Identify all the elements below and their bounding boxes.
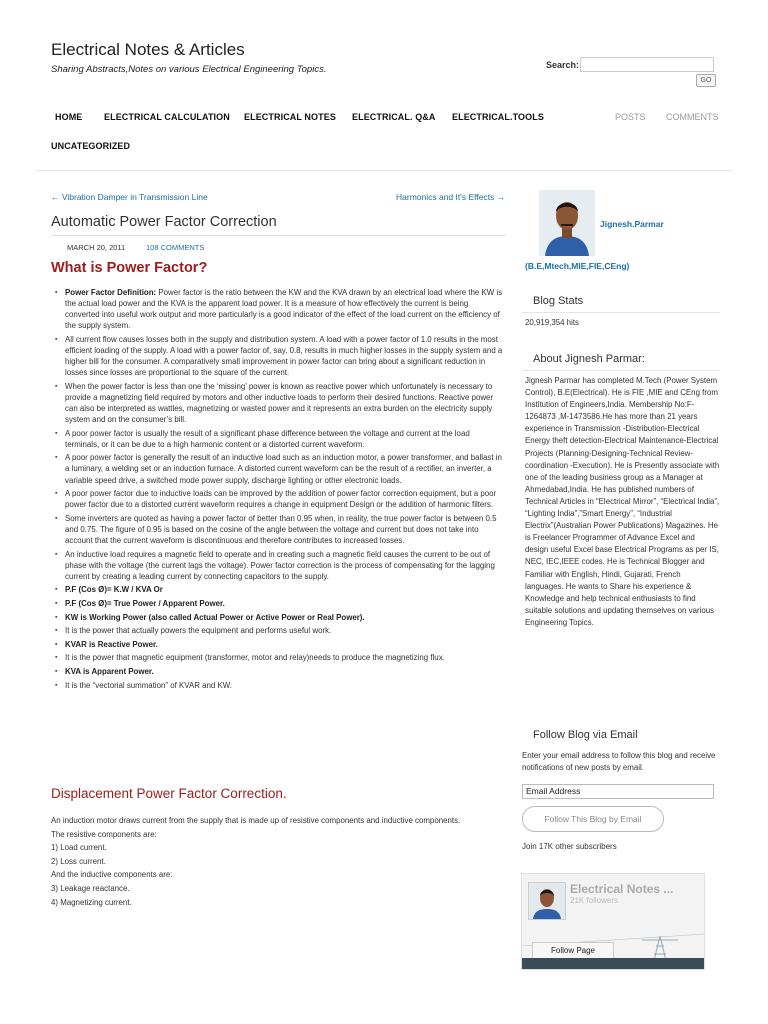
section-heading: What is Power Factor? xyxy=(51,260,208,276)
bold-text: Power Factor Definition: xyxy=(65,288,157,297)
post-date: MARCH 20, 2011 xyxy=(67,243,126,252)
bullet-text: All current flow causes losses both in the supply and distribution system. A load with a power factor of 1.0 results in the most efficient loading of the supply. A load with a power factor of, say, 0.8, results in much higher losses in the supply system and a higher bill for the consumer. A comparatively small improvement in power factor can bring about a significant reduction in losses since losses are proportional to the square of the current. xyxy=(65,334,503,378)
blog-stats-title: Blog Stats xyxy=(533,295,584,307)
next-post-link[interactable]: Harmonics and It's Effects → xyxy=(396,192,506,202)
text-line: And the inductive components are: xyxy=(51,870,173,880)
text-line: 3) Leakage reactance. xyxy=(51,883,130,893)
follow-page-button[interactable]: Follow Page xyxy=(532,942,614,960)
list-item xyxy=(55,625,503,636)
comments-link[interactable]: 108 COMMENTS xyxy=(146,243,205,252)
post-title: Automatic Power Factor Correction xyxy=(51,214,277,230)
text-line: The resistive components are: xyxy=(51,829,157,839)
bullet-text: It is the power that magnetic equipment (transformer, motor and relay)needs to produce the magnetizing flux. xyxy=(65,653,445,663)
prev-post-link[interactable]: ← Vibration Damper in Transmission Line xyxy=(51,192,208,202)
nav-electrical-calculation[interactable]: ELECTRICAL CALCULATION xyxy=(104,112,230,122)
author-photo xyxy=(539,190,595,256)
list-item xyxy=(55,652,503,663)
list-item xyxy=(55,452,503,485)
list-item xyxy=(55,666,503,677)
nav-electrical-tools[interactable]: ELECTRICAL.TOOLS xyxy=(452,112,544,122)
nav-electrical-qa[interactable]: ELECTRICAL. Q&A xyxy=(352,112,436,122)
divider xyxy=(51,235,506,236)
page-name[interactable]: Electrical Notes ... xyxy=(570,882,674,896)
bold-text: KVA is Apparent Power. xyxy=(65,666,154,676)
follow-text: Enter your email address to follow this blog and receive notifications of new posts by email. xyxy=(522,751,716,773)
list-item xyxy=(55,381,503,425)
email-field[interactable]: Email Address xyxy=(522,784,714,799)
list-item xyxy=(55,513,503,546)
nav-uncategorized[interactable]: UNCATEGORIZED xyxy=(51,141,131,151)
list-item xyxy=(55,549,503,582)
list-item xyxy=(55,598,503,609)
bullet-text: When the power factor is less than one the ‘missing’ power is known as reactive power which unfortunately is necessary to provide a magnetizing field required by motors and other inductive loads to perform their desired functions. Reactive power can also be interpreted as wattles, magnetizing or wasted power and it represents an extra burden on the electricity supply system and on the consumer’s bill. xyxy=(65,381,494,425)
list-item xyxy=(55,334,503,378)
body-text xyxy=(51,814,506,909)
list-item xyxy=(55,639,503,650)
bullet-text: A poor power factor due to inductive loads can be improved by the addition of power factor correction equipment, but a poor power factor due to a distorted current waveform requires a change in equipment Design or the addition of harmonic filters. xyxy=(65,489,497,510)
text-line: 4) Magnetizing current. xyxy=(51,897,132,907)
bullet-text: It is the power that actually powers the equipment and performs useful work. xyxy=(65,626,332,636)
search-label: Search: xyxy=(546,60,580,70)
list-item xyxy=(55,488,503,510)
list-item xyxy=(55,428,503,450)
list-item xyxy=(55,612,503,623)
bullet-text: A poor power factor is usually the result of a significant phase difference between the voltage and current at the load terminals, or it can be due to a high harmonic content or a distorted current waveform. xyxy=(65,428,470,449)
bold-text: P.F (Cos Ø)= K.W / KVA Or xyxy=(65,585,163,595)
list-item xyxy=(55,680,503,691)
text-line: 2) Loss current. xyxy=(51,856,106,866)
section-heading: Displacement Power Factor Correction. xyxy=(51,786,287,801)
about-text: Jignesh Parmar has completed M.Tech (Power System Control), B.E(Electrical). He is FIE ,MIE and CEng from Institution of Engineers,India. Membership No:F-1264873 ,M-1473586.He has more than 21 years experience in Transmission -Distribution-Electrical Energy theft detection-Electrical Maintenance-Electrical Projects (Planning-Designing-Technical Review-coordination -Execution). He is Presently associate with one of the leading business group as a Manager at Ahmedabad,India. He has published numbers of Technical Articles in “Electrical Mirror”, “Electrical India”, “Lighting India”,”Smart Energy”, “Industrial Electrix”(Australian Power Publications) Magazines. He is Freelancer Programmer of Advance Excel and design useful Excel base Electrical Programs as per IS, NEC, IEC,IEEE codes. He is Technical Blogger and Familiar with English, Hindi, Gujarati, French languages. He wants to Share his experience & Knowledge and help technical enthusiasts to find suitable solutions and updating themselves on various Engineering Topics. xyxy=(525,376,720,627)
follow-button[interactable]: Follow This Blog by Email xyxy=(522,806,664,832)
bullet-text: It is the “vectorial summation” of KVAR and KW. xyxy=(65,680,232,690)
follow-title: Follow Blog via Email xyxy=(533,729,638,741)
text-line: An induction motor draws current from the supply that is made up of resistive components and inductive components. xyxy=(51,816,461,825)
bullet-text: Some inverters are quoted as having a power factor of better than 0.95 when, in reality, the true power factor is between 0.5 and 0.75. The figure of 0.95 is based on the cosine of the angle between the voltage and current but does not take into account that the current waveform is discontinuous and therefore contributes to increased losses. xyxy=(65,513,497,545)
about-title: About Jignesh Parmar: xyxy=(533,353,645,365)
nav-comments[interactable]: COMMENTS xyxy=(666,112,719,122)
divider xyxy=(36,170,732,171)
author-name[interactable]: Jignesh.Parmar xyxy=(600,219,664,229)
nav-electrical-notes[interactable]: ELECTRICAL NOTES xyxy=(244,112,336,122)
hits-count: 20,919,354 hits xyxy=(525,318,579,327)
nav-home[interactable]: HOME xyxy=(55,112,83,122)
divider xyxy=(522,370,720,371)
bold-text: KW is Working Power (also called Actual Power or Active Power or Real Power). xyxy=(65,612,365,622)
search-input[interactable] xyxy=(580,57,714,72)
divider xyxy=(522,312,720,313)
nav-posts[interactable]: POSTS xyxy=(615,112,646,122)
bold-text: KVAR is Reactive Power. xyxy=(65,639,158,649)
join-text: Join 17K other subscribers xyxy=(522,842,617,851)
site-tagline: Sharing Abstracts,Notes on various Electrical Engineering Topics. xyxy=(51,64,327,75)
site-title[interactable]: Electrical Notes & Articles xyxy=(51,40,245,59)
text-line: 1) Load current. xyxy=(51,843,107,853)
bullet-list xyxy=(55,287,503,693)
facebook-widget xyxy=(521,873,705,970)
widget-footer xyxy=(522,958,704,969)
bold-text: P.F (Cos Ø)= True Power / Apparent Power. xyxy=(65,598,225,608)
bullet-text: An inductive load requires a magnetic field to operate and in creating such a magnetic field causes the current to be out of phase with the voltage (the current lags the voltage). Power factor correction is the process of compensating for the lagging current by creating a leading current by connecting capacitors to the supply. xyxy=(65,549,495,581)
page-followers: 21K followers xyxy=(570,896,619,905)
bullet-text: Power factor is the ratio between the KW and the KVA drawn by an electrical load where the KW is the actual load power and the KVA is the apparent load power. It is a measure of how effectively the current is being converted into useful work output and more particularly is a good indicator of the effect of the load current on the efficiency of the supply system. xyxy=(65,288,503,331)
bullet-text: A poor power factor is generally the result of an inductive load such as an induction motor, a power transformer, and ballast in a luminary, a welding set or an induction furnace. A distorted current waveform can be the result of a rectifier, an inverter, a variable speed drive, a switched mode power supply, discharge lighting or other electronic loads. xyxy=(65,453,502,485)
author-degrees: (B.E,Mtech,MIE,FIE,CEng) xyxy=(525,261,630,271)
go-button[interactable]: GO xyxy=(696,74,716,87)
list-item xyxy=(55,287,503,331)
page-avatar xyxy=(528,882,566,920)
list-item xyxy=(55,584,503,595)
